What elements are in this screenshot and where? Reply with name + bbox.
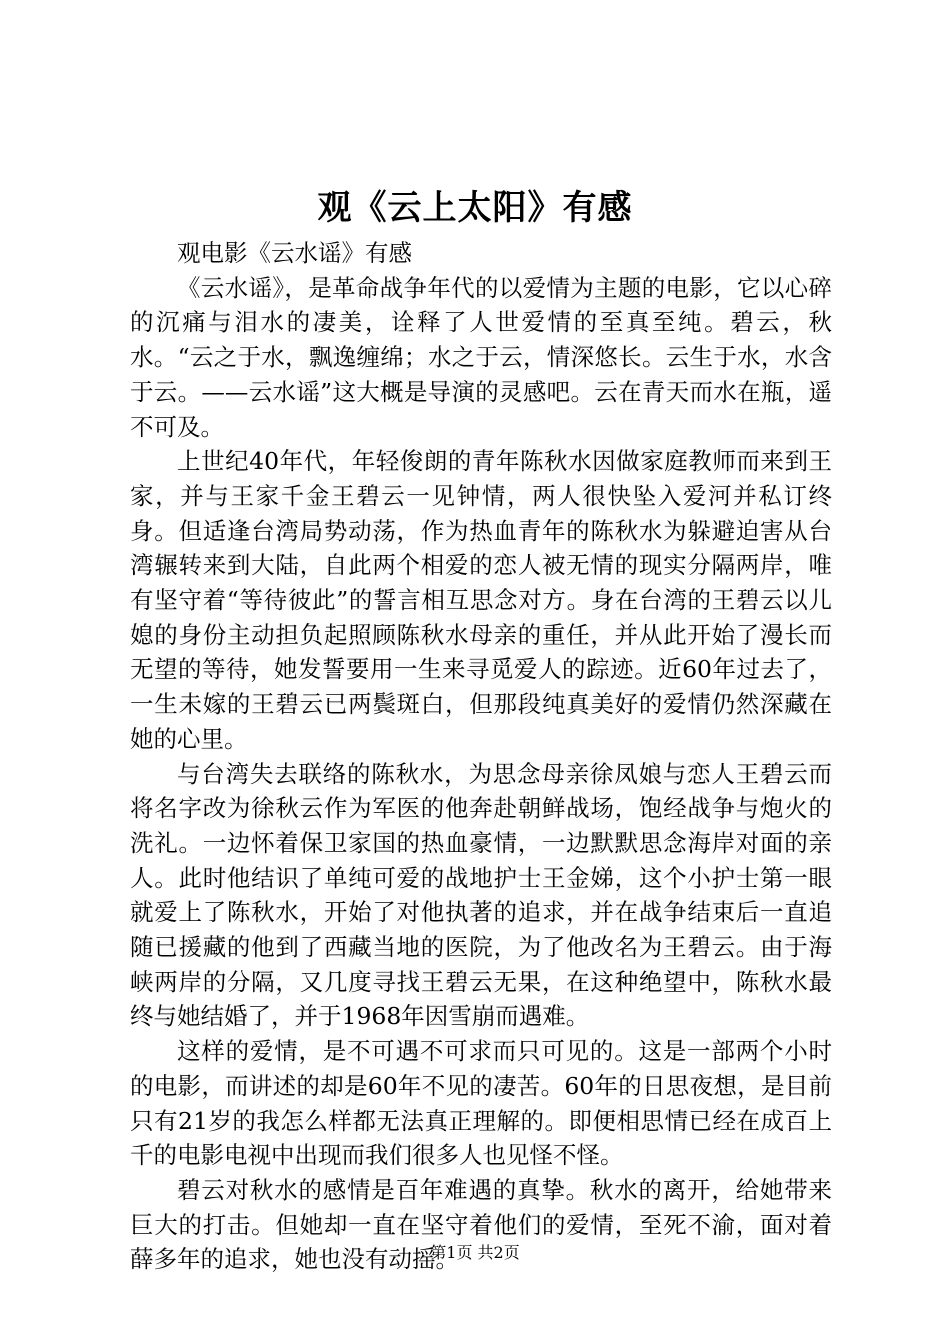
document-title: 观《云上太阳》有感 xyxy=(317,188,633,228)
paragraph-subtitle: 观电影《云水谣》有感 xyxy=(177,239,412,267)
document-body xyxy=(130,236,832,1277)
page-footer: 第1页 共2页 xyxy=(430,1243,520,1262)
paragraph: 《云水谣》，是革命战争年代的以爱情为主题的电影，它以心碎的沉痛与泪水的凄美，诠释了人世爱情的至真至纯。碧云，秋水。“云之于水，飘逸缠绵；水之于云，情深悠长。云生于水，水含于云。——云水谣”这大概是导演的灵感吧。云在青天而水在瓶，遥不可及。 xyxy=(130,273,832,441)
paragraph: 上世纪40年代，年轻俊朗的青年陈秋水因做家庭教师而来到王家，并与王家千金王碧云一见钟情，两人很快坠入爱河并私订终身。但适逢台湾局势动荡，作为热血青年的陈秋水为躲避迫害从台湾辗转来到大陆，自此两个相爱的恋人被无情的现实分隔两岸，唯有坚守着“等待彼此”的誓言相互思念对方。身在台湾的王碧云以儿媳的身份主动担负起照顾陈秋水母亲的重任，并从此开始了漫长而无望的等待，她发誓要用一生来寻觅爱人的踪迹。近60年过去了，一生未嫁的王碧云已两鬓斑白，但那段纯真美好的爱情仍然深藏在她的心里。 xyxy=(130,447,832,753)
paragraph: 这样的爱情，是不可遇不可求而只可见的。这是一部两个小时的电影，而讲述的却是60年不见的凄苦。60年的日思夜想，是目前只有21岁的我怎么样都无法真正理解的。即便相思情已经在成百上千的电影电视中出现而我们很多人也见怪不怪。 xyxy=(130,1037,832,1170)
paragraph: 与台湾失去联络的陈秋水，为思念母亲徐凤娘与恋人王碧云而将名字改为徐秋云作为军医的他奔赴朝鲜战场，饱经战争与炮火的洗礼。一边怀着保卫家国的热血豪情，一边默默思念海岸对面的亲人。此时他结识了单纯可爱的战地护士王金娣，这个小护士第一眼就爱上了陈秋水，开始了对他执著的追求，并在战争结束后一直追随已援藏的他到了西藏当地的医院，为了他改名为王碧云。由于海峡两岸的分隔，又几度寻找王碧云无果，在这种绝望中，陈秋水最终与她结婚了，并于1968年因雪崩而遇难。 xyxy=(130,759,832,1031)
paragraph: 碧云对秋水的感情是百年难遇的真挚。秋水的离开，给她带来巨大的打击。但她却一直在坚守着他们的爱情，至死不渝，面对着薛多年的追求，她也没有动摇。 xyxy=(130,1175,832,1274)
